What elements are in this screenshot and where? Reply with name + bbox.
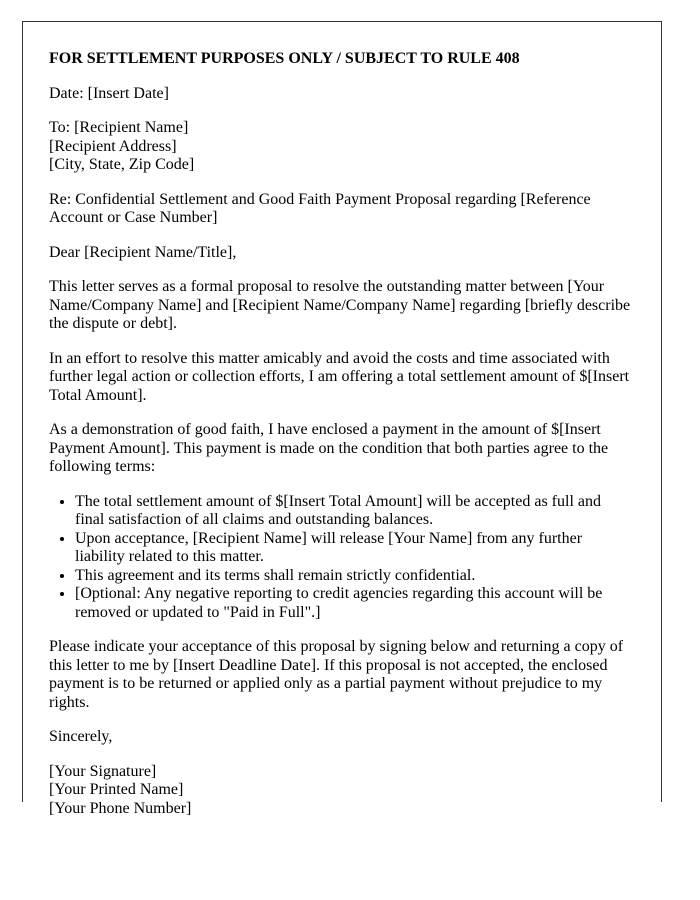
term-item: • This agreement and its terms shall remain strictly confidential. bbox=[75, 567, 632, 586]
term-item: • The total settlement amount of $[Insert Total Amount] will be accepted as full and final satisfaction of all claims and outstanding balances. bbox=[75, 493, 632, 530]
phone-line: [Your Phone Number] bbox=[49, 799, 192, 817]
term-item: • Upon acceptance, [Recipient Name] will release [Your Name] from any further liability related to this matter. bbox=[75, 530, 632, 567]
signature-line: [Your Signature] bbox=[49, 762, 157, 780]
printed-name-line: [Your Printed Name] bbox=[49, 781, 184, 798]
signature-block bbox=[49, 763, 632, 819]
recipient-to-line: To: [Recipient Name] bbox=[49, 119, 189, 136]
recipient-address-line: [Recipient Address] bbox=[49, 137, 177, 155]
closing-paragraph: Please indicate your acceptance of this proposal by signing below and returning a copy of this letter to me by [Insert Deadline Date]. If this proposal is not accepted, the enclosed payment is to be returned or applied only as a partial payment without prejudice to my rights. bbox=[49, 638, 624, 711]
recipient-address-block bbox=[49, 119, 632, 175]
term-item: • [Optional: Any negative reporting to credit agencies regarding this account will be removed or updated to "Paid in Full".] bbox=[75, 585, 632, 622]
good-faith-paragraph: As a demonstration of good faith, I have enclosed a payment in the amount of $[Insert Payment Amount]. This payment is made on the condition that both parties agree to the following terms: bbox=[49, 421, 609, 475]
recipient-city-line: [City, State, Zip Code] bbox=[49, 156, 195, 173]
re-line: Re: Confidential Settlement and Good Faith Payment Proposal regarding [Reference Account or Case Number] bbox=[49, 190, 591, 226]
signoff: Sincerely, bbox=[49, 728, 113, 745]
offer-paragraph: In an effort to resolve this matter amicably and avoid the costs and time associated with further legal action or collection efforts, I am offering a total settlement amount of $[Insert Total Amount]. bbox=[49, 349, 630, 404]
terms-list bbox=[49, 493, 632, 623]
settlement-letter bbox=[22, 21, 662, 817]
date-line: Date: [Insert Date] bbox=[49, 84, 169, 102]
intro-paragraph: This letter serves as a formal proposal to resolve the outstanding matter between [Your Name/Company Name] and [Recipient Name/Company Name] regarding [briefly describe the dispute or debt]. bbox=[49, 278, 631, 332]
salutation: Dear [Recipient Name/Title], bbox=[49, 243, 237, 261]
letter-heading: FOR SETTLEMENT PURPOSES ONLY / SUBJECT TO RULE 408 bbox=[49, 50, 520, 67]
